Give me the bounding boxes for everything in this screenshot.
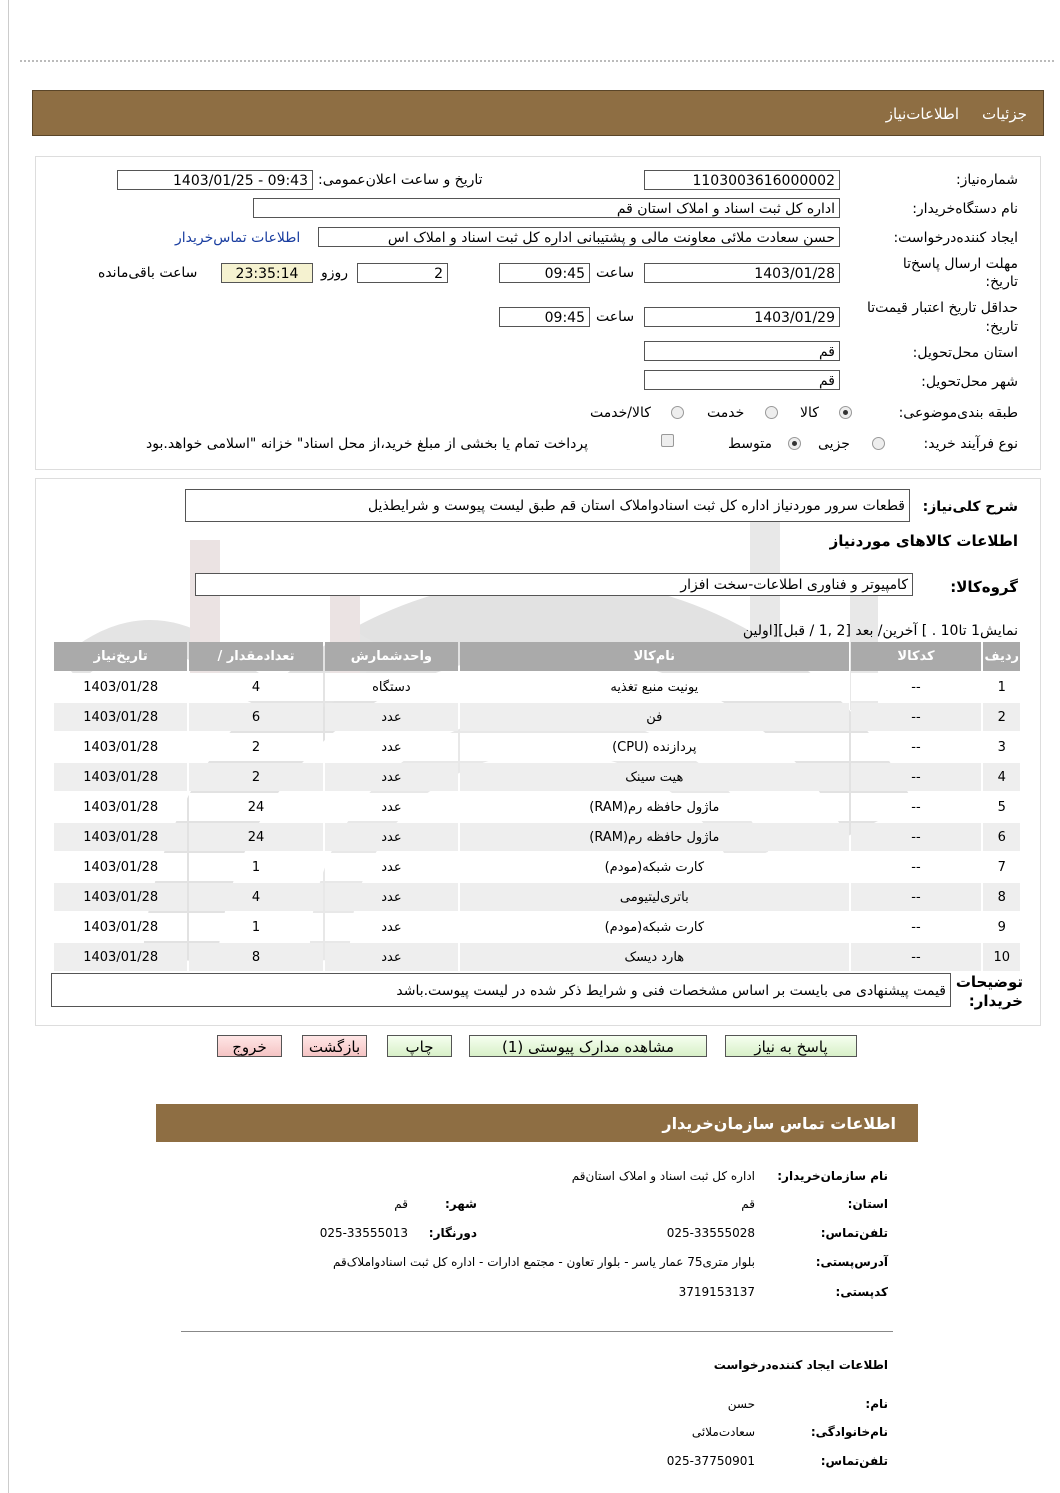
top-tab-bar — [32, 90, 1044, 136]
cell-code: -- — [851, 703, 982, 731]
cell-row: 9 — [983, 913, 1020, 941]
cell-code: -- — [851, 793, 982, 821]
cell-date: 1403/01/28 — [54, 883, 187, 911]
contact-city: قم — [394, 1197, 408, 1211]
province-label: استان محل‌تحویل: — [912, 345, 1018, 361]
cell-name: پردازنده (CPU) — [460, 733, 848, 761]
city-label: شهر محل‌تحویل: — [921, 374, 1018, 390]
cell-quantity: 1 — [189, 913, 322, 941]
cell-date: 1403/01/28 — [54, 673, 187, 701]
creator-family-label: نام‌خانوادگی: — [810, 1425, 888, 1439]
process-partial-label: جزیی — [818, 436, 850, 452]
cell-quantity: 4 — [189, 673, 322, 701]
exit-button[interactable]: خروج — [217, 1035, 282, 1057]
cell-code: -- — [851, 823, 982, 851]
cell-code: -- — [851, 943, 982, 971]
cell-row: 8 — [983, 883, 1020, 911]
cell-date: 1403/01/28 — [54, 733, 187, 761]
cell-date: 1403/01/28 — [54, 853, 187, 881]
description-field: قطعات سرور موردنیاز اداره کل ثبت اسنادواملاک استان قم طبق لیست پیوست و شرایطذیل — [185, 489, 910, 522]
col-code: کدکالا — [851, 642, 982, 671]
cell-quantity: 1 — [189, 853, 322, 881]
tab-need-info[interactable]: اطلاعات‌نیاز — [885, 105, 959, 123]
cell-unit: عدد — [325, 853, 458, 881]
cell-quantity: 4 — [189, 883, 322, 911]
back-button[interactable]: بازگشت — [302, 1035, 367, 1057]
cell-name: یونیت منبع تغذیه — [460, 673, 848, 701]
cell-date: 1403/01/28 — [54, 823, 187, 851]
dotted-divider — [20, 60, 1054, 62]
cell-code: -- — [851, 733, 982, 761]
category-both-radio[interactable] — [671, 406, 684, 419]
cell-unit: عدد — [325, 883, 458, 911]
remaining-label: ساعت باقی‌مانده — [98, 265, 198, 281]
cell-name: فن — [460, 703, 848, 731]
attachments-button[interactable]: مشاهده مدارک پیوستی (1) — [469, 1035, 707, 1057]
table-row — [54, 673, 1020, 701]
validity-date-field: 1403/01/29 — [644, 307, 840, 327]
cell-row: 6 — [983, 823, 1020, 851]
col-name: نام‌کالا — [460, 642, 848, 671]
contact-postal: 3719153137 — [678, 1285, 755, 1299]
category-service-label: خدمت — [707, 405, 745, 421]
description-label: شرح کلی‌نیاز: — [922, 499, 1018, 515]
validity-label: حداقل تاریخ اعتبار قیمت‌تا — [866, 300, 1018, 316]
cell-row: 1 — [983, 673, 1020, 701]
creator-name: حسن — [727, 1397, 755, 1411]
buyer-org-field: اداره کل ثبت اسناد و املاک استان قم — [253, 198, 840, 218]
cell-name: باتری‌لیتیومی — [460, 883, 848, 911]
cell-unit: دستگاه — [325, 673, 458, 701]
goods-group-field: کامپیوتر و فناوری اطلاعات-سخت افزار — [195, 573, 913, 596]
table-row — [54, 943, 1020, 971]
contact-fax: 025-33555013 — [319, 1226, 408, 1240]
table-header-row — [54, 642, 1020, 671]
validity-time-label: ساعت — [596, 309, 635, 325]
cell-code: -- — [851, 673, 982, 701]
cell-row: 2 — [983, 703, 1020, 731]
process-partial-radio[interactable] — [872, 437, 885, 450]
treasury-payment-checkbox[interactable] — [661, 434, 674, 447]
category-service-radio[interactable] — [765, 406, 778, 419]
contact-fax-label: دورنگار: — [428, 1226, 477, 1240]
cell-date: 1403/01/28 — [54, 943, 187, 971]
deadline-time-label: ساعت — [596, 265, 635, 281]
cell-unit: عدد — [325, 763, 458, 791]
cell-row: 7 — [983, 853, 1020, 881]
tab-details[interactable]: جزئیات — [982, 105, 1027, 123]
col-quantity: تعدادمقدار / — [189, 642, 322, 671]
cell-quantity: 24 — [189, 793, 322, 821]
cell-name: کارت شبکه(مودم) — [460, 853, 848, 881]
goods-table-wrapper — [52, 640, 1022, 973]
table-row — [54, 703, 1020, 731]
cell-date: 1403/01/28 — [54, 913, 187, 941]
contact-phone: 025-33555028 — [666, 1226, 755, 1240]
category-label: طبقه بندی‌موضوعی: — [898, 405, 1018, 421]
need-number-field: 1103003616000002 — [644, 170, 840, 190]
cell-quantity: 2 — [189, 763, 322, 791]
contact-province-label: استان: — [847, 1197, 888, 1211]
cell-name: کارت شبکه(مودم) — [460, 913, 848, 941]
announce-label: تاریخ و ساعت اعلان‌عمومی: — [318, 172, 483, 188]
table-row — [54, 883, 1020, 911]
table-row — [54, 823, 1020, 851]
contact-address: بلوار متری75 عمار یاسر - بلوار تعاون - مجتمع ادارات - اداره کل ثبت اسنادواملاک‌قم — [332, 1255, 755, 1269]
goods-group-label: گروه‌کالا: — [950, 578, 1018, 596]
table-row — [54, 763, 1020, 791]
days-field: 2 — [357, 263, 448, 283]
reply-button[interactable]: پاسخ به نیاز — [725, 1035, 857, 1057]
table-row — [54, 793, 1020, 821]
buyer-notes-label-2: خریدار: — [968, 992, 1023, 1010]
cell-code: -- — [851, 853, 982, 881]
buyer-contact-link[interactable]: اطلاعات تماس‌خریدار — [175, 230, 301, 246]
buyer-contact-title: اطلاعات تماس سازمان‌خریدار — [662, 1114, 896, 1133]
cell-unit: عدد — [325, 733, 458, 761]
cell-date: 1403/01/28 — [54, 793, 187, 821]
cell-unit: عدد — [325, 823, 458, 851]
announce-field: 1403/01/25 - 09:43 — [117, 170, 313, 190]
cell-row: 3 — [983, 733, 1020, 761]
cell-unit: عدد — [325, 793, 458, 821]
contact-divider — [181, 1331, 893, 1332]
province-field: قم — [644, 341, 840, 361]
buyer-org-label: نام دستگاه‌خریدار: — [912, 201, 1018, 217]
process-medium-label: متوسط — [728, 436, 772, 452]
creator-field: حسن سعادت ملائی معاونت مالی و پشتیبانی اداره کل ثبت اسناد و املاک اس — [318, 227, 840, 247]
creator-info-title: اطلاعات ایجاد کننده‌درخواست — [713, 1358, 888, 1372]
contact-org-label: نام سازمان‌خریدار: — [777, 1169, 888, 1183]
category-both-label: کالا/خدمت — [590, 405, 651, 421]
contact-org: اداره کل ثبت اسناد و املاک استان‌قم — [571, 1169, 755, 1183]
validity-label-date: تاریخ: — [985, 319, 1018, 335]
col-unit: واحدشمارش — [325, 642, 458, 671]
creator-name-label: نام: — [865, 1397, 888, 1411]
goods-table — [52, 640, 1022, 973]
table-row — [54, 853, 1020, 881]
creator-label: ایجاد کننده‌درخواست: — [893, 230, 1018, 246]
cell-unit: عدد — [325, 943, 458, 971]
validity-time-field: 09:45 — [499, 307, 590, 327]
cell-name: هیت سینک — [460, 763, 848, 791]
category-goods-label: کالا — [800, 405, 819, 421]
cell-quantity: 24 — [189, 823, 322, 851]
cell-date: 1403/01/28 — [54, 763, 187, 791]
process-label: نوع فرآیند خرید: — [923, 436, 1018, 452]
contact-address-label: آدرس‌پستی: — [815, 1255, 888, 1269]
deadline-date-field: 1403/01/28 — [644, 263, 840, 283]
left-border-line — [8, 0, 9, 1493]
buyer-notes-label: توضیحات — [955, 973, 1023, 991]
print-button[interactable]: چاپ — [387, 1035, 452, 1057]
creator-phone-label: تلفن‌تماس: — [820, 1454, 888, 1468]
contact-province: قم — [741, 1197, 755, 1211]
cell-code: -- — [851, 913, 982, 941]
cell-name: هارد دیسک — [460, 943, 848, 971]
cell-quantity: 6 — [189, 703, 322, 731]
cell-unit: عدد — [325, 913, 458, 941]
contact-postal-label: کدپستی: — [835, 1285, 888, 1299]
table-row — [54, 913, 1020, 941]
cell-name: ماژول حافظه رم(RAM) — [460, 793, 848, 821]
buyer-notes-field: قیمت پیشنهادی می بایست بر اساس مشخصات فنی و شرایط ذکر شده در لیست پیوست.باشد — [51, 973, 951, 1007]
cell-date: 1403/01/28 — [54, 703, 187, 731]
city-field: قم — [644, 370, 840, 390]
cell-name: ماژول حافظه رم(RAM) — [460, 823, 848, 851]
cell-row: 5 — [983, 793, 1020, 821]
pagination[interactable]: نمایش1 تا10 . ] آخرین/ بعد [2 ,1 / قبل][اولین — [742, 623, 1018, 639]
cell-code: -- — [851, 883, 982, 911]
cell-quantity: 8 — [189, 943, 322, 971]
contact-phone-label: تلفن‌تماس: — [820, 1226, 888, 1240]
creator-family: سعادت‌ملائی — [691, 1425, 755, 1439]
cell-row: 10 — [983, 943, 1020, 971]
need-number-label: شماره‌نیاز: — [955, 172, 1018, 188]
category-goods-radio[interactable] — [839, 406, 852, 419]
treasury-payment-note: پرداخت تمام یا بخشی از مبلغ خرید،از محل اسناد" خزانه "اسلامی خواهد.بود — [146, 436, 589, 452]
cell-unit: عدد — [325, 703, 458, 731]
remaining-timer: 23:35:14 — [221, 263, 313, 283]
process-medium-radio[interactable] — [788, 437, 801, 450]
deadline-time-field: 09:45 — [499, 263, 590, 283]
goods-info-title: اطلاعات کالاهای موردنیاز — [829, 532, 1018, 550]
cell-row: 4 — [983, 763, 1020, 791]
col-row: ردیف — [983, 642, 1020, 671]
deadline-label-date: تاریخ: — [985, 274, 1018, 290]
cell-code: -- — [851, 763, 982, 791]
days-label: روزو — [321, 265, 349, 281]
table-row — [54, 733, 1020, 761]
contact-city-label: شهر: — [445, 1197, 477, 1211]
deadline-label: مهلت ارسال پاسخ‌تا — [902, 256, 1018, 272]
cell-quantity: 2 — [189, 733, 322, 761]
col-date: تاریخ‌نیاز — [54, 642, 187, 671]
buyer-contact-header — [156, 1104, 918, 1142]
creator-phone: 025-37750901 — [666, 1454, 755, 1468]
